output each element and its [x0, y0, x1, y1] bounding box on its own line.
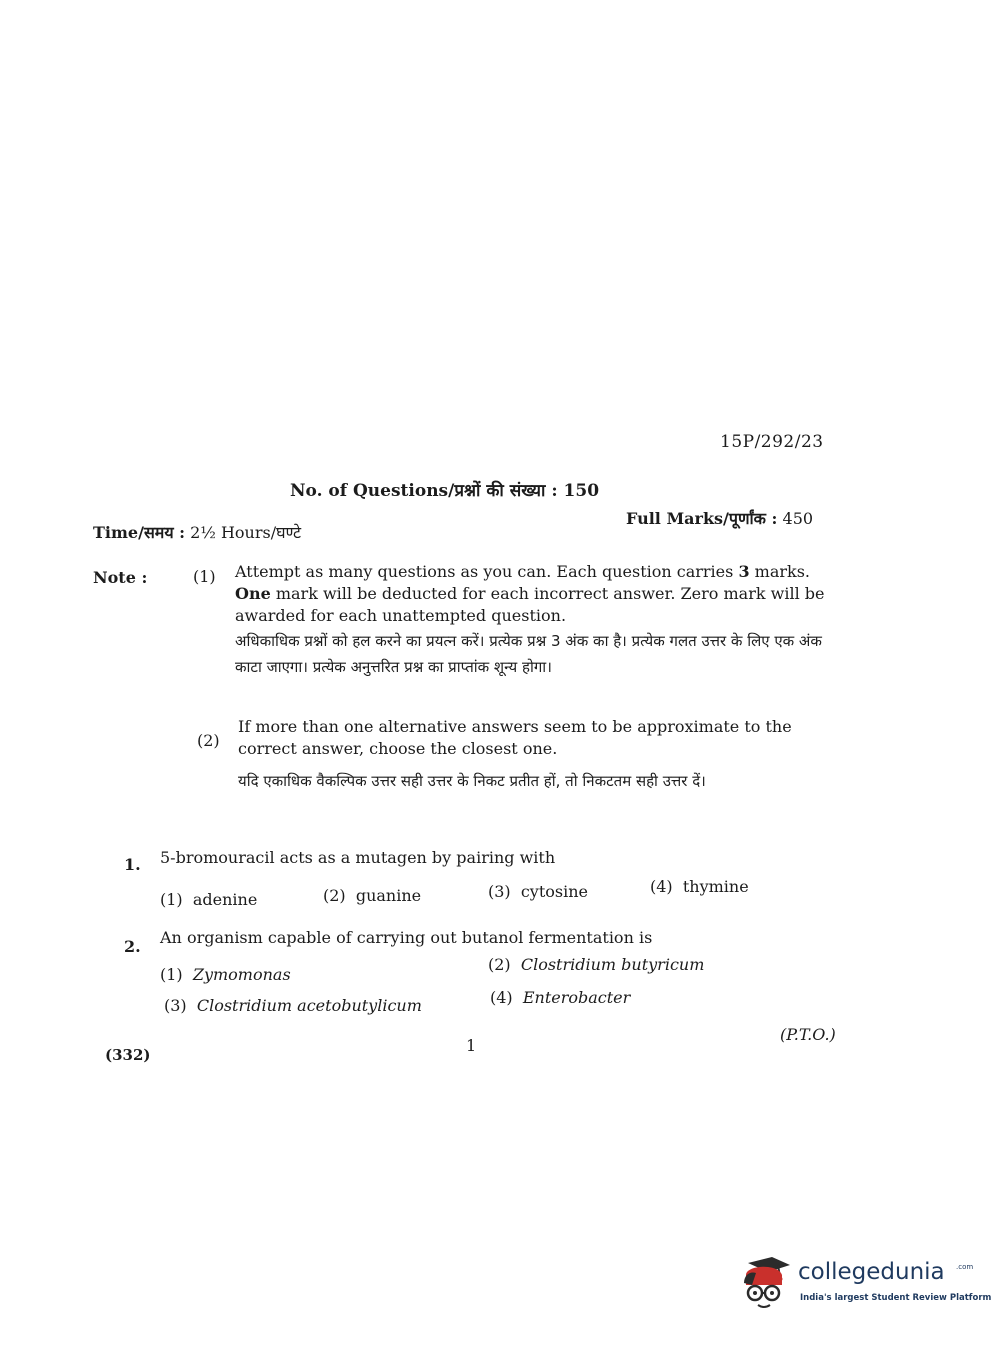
note-item-english [235, 561, 835, 627]
option-number: (1) [160, 890, 183, 909]
note-item-number: (2) [197, 731, 220, 750]
option-text: Clostridium acetobutylicum [196, 996, 422, 1015]
option-number: (3) [488, 882, 511, 901]
option-number: (3) [164, 996, 187, 1015]
option-text: guanine [355, 886, 422, 905]
option-text: Enterobacter [522, 988, 631, 1007]
option-number: (2) [488, 955, 511, 974]
number-of-questions: No. of Questions/प्रश्नों की संख्या : 150 [290, 481, 600, 501]
note-text: mark will be deducted for each incorrect answer. Zero mark will be awarded for each unattempted question. [235, 584, 825, 625]
note-text: Attempt as many questions as you can. Each question carries [235, 562, 739, 581]
option-text: cytosine [520, 882, 589, 901]
question-option [488, 882, 588, 901]
mascot-icon [738, 1255, 796, 1313]
question-option [650, 877, 749, 896]
note-item-hindi: यदि एकाधिक वैकल्पिक उत्तर सही उत्तर के निकट प्रतीत हों, तो निकटतम सही उत्तर दें। [238, 772, 706, 790]
note-item-hindi: अधिकाधिक प्रश्नों को हल करने का प्रयत्न करें। प्रत्येक प्रश्न 3 अंक का है। प्रत्येक गलत उत्तर के लिए एक अंक काटा जाएगा। प्रत्येक अनुत्तरित प्रश्न का प्राप्तांक शून्य होगा। [235, 632, 822, 676]
option-number: (1) [160, 965, 183, 984]
brand-name: collegedunia [798, 1259, 945, 1285]
option-text: Zymomonas [192, 965, 291, 984]
full-marks-value: 450 [782, 509, 814, 528]
option-text: Clostridium butyricum [520, 955, 705, 974]
question-option [488, 955, 704, 974]
full-marks-label: Full Marks/पूर्णांक : [626, 509, 778, 528]
option-number: (4) [490, 988, 513, 1007]
question-option [490, 988, 630, 1007]
question-option [323, 886, 421, 905]
full-marks [626, 507, 813, 529]
question-text: An organism capable of carrying out butanol fermentation is [160, 928, 653, 947]
pto-label: (P.T.O.) [780, 1025, 836, 1044]
serial-code: (332) [105, 1046, 151, 1064]
question-number: 1. [124, 855, 141, 874]
question-option [160, 965, 291, 984]
brand-tagline: India's largest Student Review Platform [800, 1293, 992, 1303]
paper-code: 15P/292/23 [720, 432, 824, 452]
note-text: marks. [749, 562, 811, 581]
question-option [164, 996, 422, 1015]
option-text: thymine [682, 877, 749, 896]
collegedunia-watermark [738, 1255, 992, 1315]
option-number: (2) [323, 886, 346, 905]
note-label: Note : [93, 568, 148, 587]
question-text: 5-bromouracil acts as a mutagen by pairing with [160, 848, 556, 867]
option-text: adenine [192, 890, 258, 909]
brand-suffix: .com [956, 1263, 974, 1271]
note-bold: One [235, 584, 271, 603]
time-label: Time/समय : [93, 523, 186, 542]
option-number: (4) [650, 877, 673, 896]
time-allowed [93, 521, 301, 543]
page-number: 1 [466, 1036, 477, 1055]
note-item-number: (1) [193, 567, 216, 586]
time-value: 2½ Hours/घण्टे [190, 523, 302, 542]
question-number: 2. [124, 937, 141, 956]
note-bold: 3 [738, 562, 750, 581]
note-item-english: If more than one alternative answers seem to be approximate to the correct answer, choose the closest one. [238, 717, 792, 758]
question-option [160, 890, 257, 909]
